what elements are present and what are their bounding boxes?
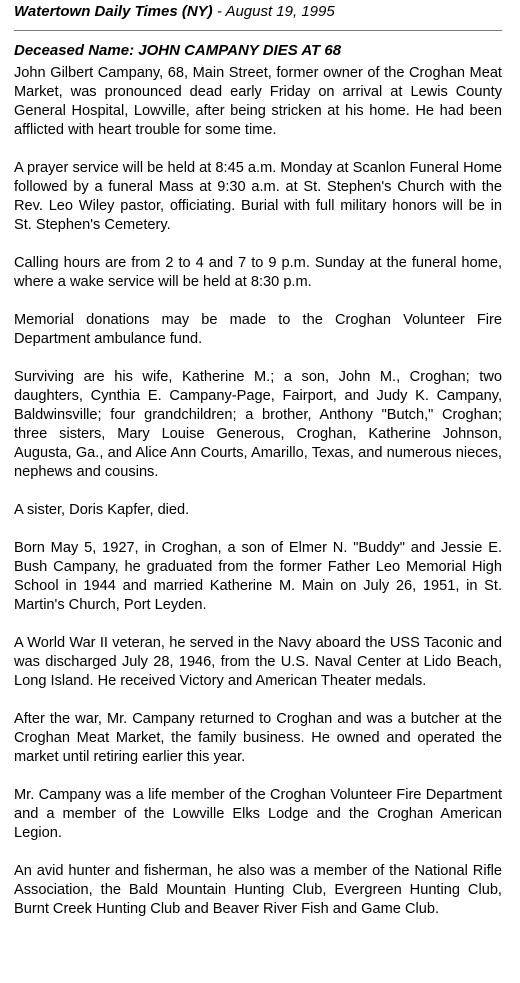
paragraph-military: A World War II veteran, he served in the Navy aboard the USS Taconic and was discharged July 28, 1946, from the U.S. Naval Center at Lido Beach, Long Island. He received Victory and American Theater medals. [14, 635, 502, 689]
newspaper-name: Watertown Daily Times (NY) [14, 3, 213, 20]
masthead [14, 2, 502, 22]
paragraph-calling-hours: Calling hours are from 2 to 4 and 7 to 9 p.m. Sunday at the funeral home, where a wake service will be held at 8:30 p.m. [14, 255, 502, 290]
paragraph-services: A prayer service will be held at 8:45 a.m. Monday at Scanlon Funeral Home followed by a funeral Mass at 9:30 a.m. at St. Stephen's Church with the Rev. Leo Wiley pastor, officiating. Burial with full military honors will be in St. Stephen's Cemetery. [14, 160, 502, 233]
paragraph-biography: Born May 5, 1927, in Croghan, a son of Elmer N. "Buddy" and Jessie E. Bush Campany, he graduated from the former Father Leo Memorial High School in 1944 and married Katherine M. Main on July 26, 1951, in St. Martin's Church, Port Leyden. [14, 540, 502, 613]
obituary-body [14, 64, 502, 919]
paragraph-death: John Gilbert Campany, 68, Main Street, former owner of the Croghan Meat Market, was pronounced dead early Friday on arrival at Lewis County General Hospital, Lowville, after being stricken at his home. He had been afflicted with heart trouble for some time. [14, 65, 502, 138]
publication-date: August 19, 1995 [225, 3, 335, 20]
masthead-separator: - [212, 3, 226, 20]
paragraph-survivors: Surviving are his wife, Katherine M.; a son, John M., Croghan; two daughters, Cynthia E. Campany-Page, Fairport, and Judy K. Campany, Baldwinsville; four grandchildren; a brother, Anthony "Butch," Croghan; three sisters, Mary Louise Generous, Croghan, Katherine Johnson, Augusta, Ga., and Alice Ann Courts, Amarillo, Texas, and numerous nieces, nephews and cousins. [14, 369, 502, 480]
paragraph-predeceased: A sister, Doris Kapfer, died. [14, 502, 190, 518]
obituary-headline: Deceased Name: JOHN CAMPANY DIES AT 68 [14, 42, 342, 59]
paragraph-career: After the war, Mr. Campany returned to Croghan and was a butcher at the Croghan Meat Market, the family business. He owned and operated the market until retiring earlier this year. [14, 711, 502, 765]
paragraph-clubs: An avid hunter and fisherman, he also was a member of the National Rifle Association, the Bald Mountain Hunting Club, Evergreen Hunting Club, Burnt Creek Hunting Club and Beaver River Fish and Game Club. [14, 863, 502, 917]
paragraph-memberships: Mr. Campany was a life member of the Croghan Volunteer Fire Department and a member of the Lowville Elks Lodge and the Croghan American Legion. [14, 787, 502, 841]
paragraph-memorials: Memorial donations may be made to the Croghan Volunteer Fire Department ambulance fund. [14, 312, 502, 347]
header-divider [14, 30, 502, 31]
